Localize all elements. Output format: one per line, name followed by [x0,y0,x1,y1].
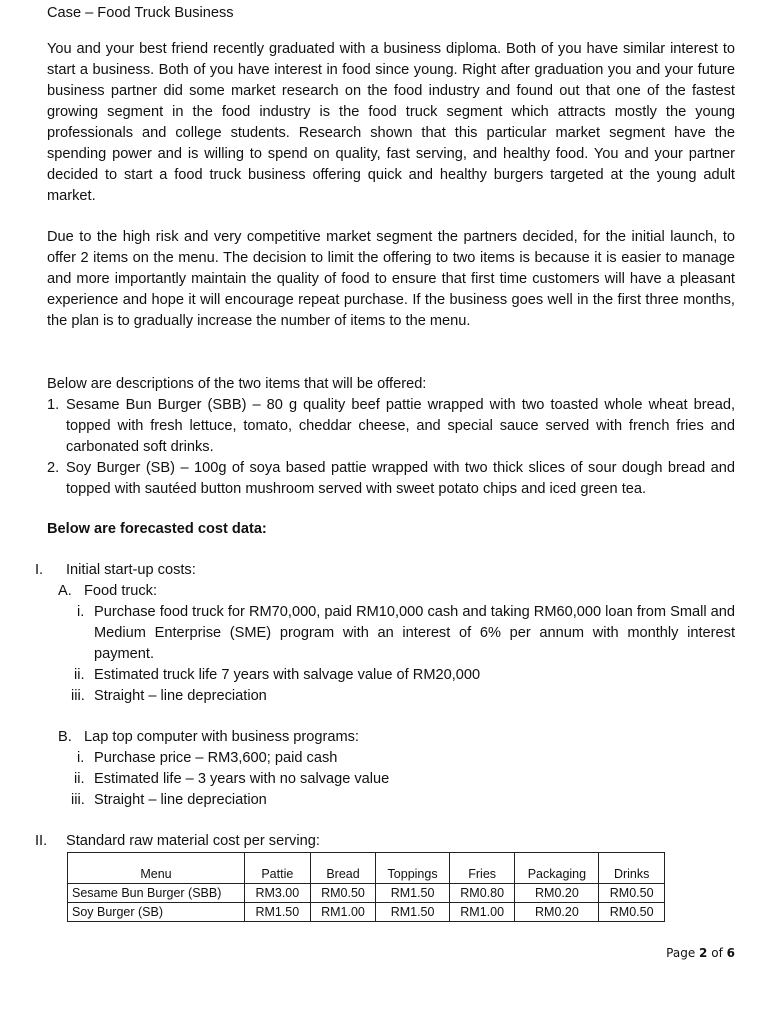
table-row [68,903,665,922]
table-cell: RM0.20 [515,903,599,922]
page-number [666,943,735,964]
paragraph-launch: Due to the high risk and very competitive market segment the partners decided, for the initial launch, to offer 2 items on the menu. The decision to limit the offering to two items is because it is easier to manage and more importantly maintain the quality of food to ensure that first time customers will have a pleasant experience and hope it will encourage repeat purchase. If the business goes well in the first three months, the plan is to gradually increase the number of items to the menu. [47,229,735,329]
table-cell: Soy Burger (SB) [68,903,245,922]
section-label: Standard raw material cost per serving: [66,833,320,849]
subsection-letter: A. [58,583,72,599]
section-label: Initial start-up costs: [66,562,196,578]
roman-numeral: ii. [74,771,85,787]
column-header: Pattie [245,853,311,884]
laptop-price-text: Purchase price – RM3,600; paid cash [94,750,338,766]
column-header: Bread [310,853,376,884]
item-number: 1. [47,397,60,413]
roman-numeral: i. [77,750,85,766]
column-header: Toppings [376,853,449,884]
menu-item [47,395,735,458]
subsection-label: Lap top computer with business programs: [84,729,359,745]
table-cell: RM0.50 [310,884,376,903]
table-cell: RM1.50 [376,903,449,922]
roman-numeral: ii. [74,667,85,683]
roman-numeral: i. [77,604,85,620]
subsection-letter: B. [58,729,72,745]
truck-depreciation-text: Straight – line depreciation [94,688,267,704]
menu-item-list [47,395,735,500]
table-cell: RM1.50 [245,903,311,922]
truck-purchase-text: Purchase food truck for RM70,000, paid RM10,000 cash and taking RM60,000 loan from Small and Medium Enterprise (SME) program with an interest of 6% per annum with monthly interest payment. [94,604,735,662]
roman-numeral: iii. [71,792,85,808]
laptop-life-text: Estimated life – 3 years with no salvage value [94,771,390,787]
forecast-heading: Below are forecasted cost data: [47,521,267,537]
table-cell: RM0.80 [449,884,515,903]
items-intro: Below are descriptions of the two items that will be offered: [47,376,427,392]
item-text: Sesame Bun Burger (SBB) – 80 g quality beef pattie wrapped with two toasted whole wheat bread, topped with fresh lettuce, tomato, cheddar cheese, and special sauce served with french fries and carbonated soft drinks. [66,397,735,455]
section-number: II. [35,833,48,849]
column-header: Fries [449,853,515,884]
raw-material-cost-table [67,852,665,922]
page-label: Page [666,946,696,960]
table-cell: RM3.00 [245,884,311,903]
section-number: I. [35,562,44,578]
table-cell: RM1.00 [449,903,515,922]
subsection-label: Food truck: [84,583,157,599]
table-cell: RM1.50 [376,884,449,903]
total-pages: 6 [726,946,735,960]
case-title: Case – Food Truck Business [47,5,234,21]
truck-life-text: Estimated truck life 7 years with salvage value of RM20,000 [94,667,481,683]
menu-item [47,458,735,500]
current-page: 2 [699,946,708,960]
column-header: Packaging [515,853,599,884]
table-cell: Sesame Bun Burger (SBB) [68,884,245,903]
item-number: 2. [47,460,60,476]
table-header-row [68,853,665,884]
laptop-depreciation-text: Straight – line depreciation [94,792,267,808]
table-cell: RM0.50 [599,884,665,903]
table-cell: RM0.20 [515,884,599,903]
table-row [68,884,665,903]
table-cell: RM1.00 [310,903,376,922]
item-text: Soy Burger (SB) – 100g of soya based pattie wrapped with two thick slices of sour dough bread and topped with sautéed button mushroom served with sweet potato chips and iced green tea. [66,460,735,497]
of-label: of [711,946,723,960]
column-header: Menu [68,853,245,884]
column-header: Drinks [599,853,665,884]
roman-numeral: iii. [71,688,85,704]
paragraph-intro: You and your best friend recently graduated with a business diploma. Both of you have similar interest to start a business. Both of you have interest in food since young. Right after graduation you and your future business partner did some market research on the food industry and found out that one of the fastest growing segment in the food industry is the food truck segment which attracts mostly the young professionals and college students. Research shown that this particular market segment have the spending power and is willing to spend on quality, fast serving, and healthy food. You and your partner decided to start a food truck business offering quick and healthy burgers targeted at the young adult market. [47,41,735,204]
table-cell: RM0.50 [599,903,665,922]
